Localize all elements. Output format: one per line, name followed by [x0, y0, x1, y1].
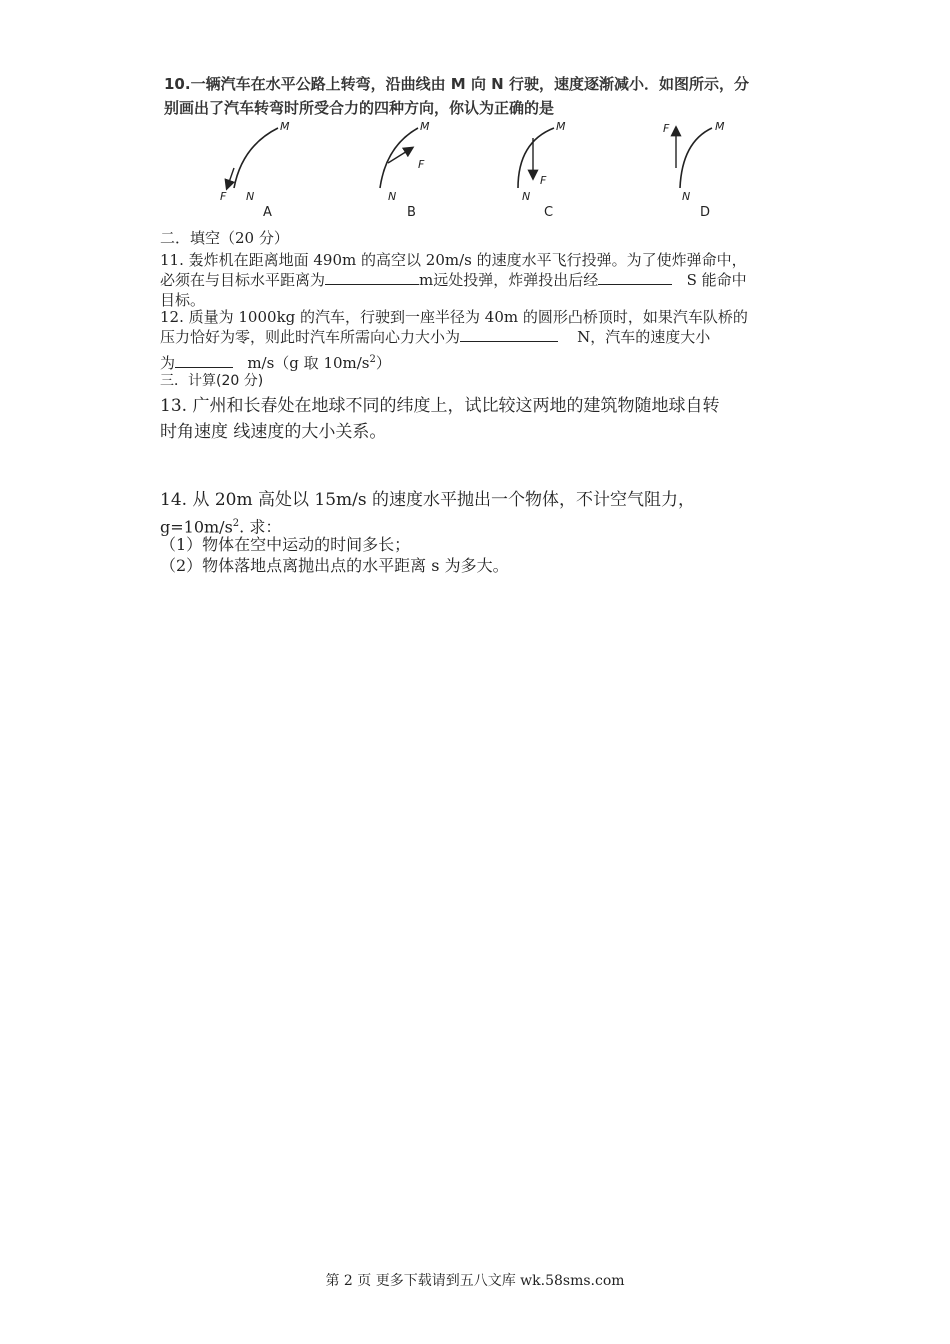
curve-c	[518, 128, 554, 188]
q12-blank-speed[interactable]	[175, 353, 233, 368]
label-m-d: M	[715, 120, 725, 133]
q12-blank-force[interactable]	[460, 327, 558, 342]
label-m-b: M	[420, 120, 430, 133]
label-n-d: N	[682, 190, 691, 203]
q14-line1: 14. 从 20m 高处以 15m/s 的速度水平抛出一个物体，不计空气阻力，	[160, 490, 696, 510]
q11-line1: 11. 轰炸机在距离地面 490m 的高空以 20m/s 的速度水平飞行投弹。为了使炸弹命中，	[160, 251, 747, 269]
label-f-d: F	[663, 122, 670, 135]
q12-line3	[160, 350, 391, 373]
q13-line1: 13. 广州和长春处在地球不同的纬度上，试比较这两地的建筑物随地球自转	[160, 396, 720, 416]
q12-text-a: 压力恰好为零，则此时汽车所需向心力大小为	[160, 328, 461, 346]
curve-b	[380, 128, 418, 188]
q12-line1: 12. 质量为 1000kg 的汽车，行驶到一座半径为 40m 的圆形凸桥顶时，如果汽车队桥的	[160, 308, 748, 326]
q12-text-b: N，汽车的速度大小	[577, 328, 711, 346]
label-n-b: N	[388, 190, 397, 203]
caption-c: C	[544, 205, 554, 220]
section-3-heading: 三．计算(20 分)	[160, 373, 264, 389]
q11-line2	[160, 270, 747, 290]
force-arrow-a	[227, 168, 234, 188]
label-f-b: F	[418, 158, 425, 171]
q14-text-b: . 求：	[239, 517, 282, 537]
q11-text-c: S 能命中	[686, 271, 747, 289]
figure-d	[663, 120, 725, 220]
caption-b: B	[407, 205, 416, 220]
label-n-c: N	[522, 190, 531, 203]
label-f-c: F	[540, 174, 547, 187]
q11-text-a: 必须在与目标水平距离为	[160, 271, 326, 289]
q10-line1: 10.一辆汽车在水平公路上转弯，沿曲线由 M 向 N 行驶，速度逐渐减小．如图所示，分	[164, 75, 749, 93]
figure-a	[220, 120, 290, 220]
caption-a: A	[263, 205, 272, 220]
label-m-a: M	[280, 120, 290, 133]
caption-d: D	[700, 205, 711, 220]
curve-a	[234, 128, 278, 188]
label-n-a: N	[246, 190, 255, 203]
label-m-c: M	[556, 120, 566, 133]
q14-exponent: 2	[232, 518, 240, 529]
label-f-a: F	[220, 190, 227, 203]
q14-text-a: g=10m/s	[160, 517, 233, 537]
q11-blank-distance[interactable]	[325, 270, 419, 285]
curve-d	[680, 128, 712, 188]
q11-blank-time[interactable]	[598, 270, 672, 285]
q12-text-e: ）	[375, 354, 391, 372]
page-footer: 第 2 页 更多下载请到五八文库 wk.58sms.com	[325, 1273, 625, 1289]
q11-text-b: m远处投弹，炸弹投出后经	[419, 271, 599, 289]
q12-line2	[160, 327, 710, 347]
q13-line2: 时角速度 线速度的大小关系。	[160, 422, 387, 442]
figure-c	[518, 120, 566, 220]
q11-line3: 目标。	[160, 291, 206, 309]
force-arrow-b	[388, 148, 412, 163]
q12-exponent: 2	[369, 354, 376, 365]
q12-text-d: m/s（g 取 10m/s	[247, 354, 370, 372]
q10-figures	[200, 118, 760, 226]
q14-part1: （1）物体在空中运动的时间多长；	[160, 535, 411, 554]
figure-b	[380, 120, 430, 220]
q14-line2	[160, 514, 281, 537]
q14-part2: （2）物体落地点离抛出点的水平距离 s 为多大。	[160, 556, 509, 575]
force-direction-diagrams	[200, 118, 760, 226]
question-10	[164, 72, 804, 120]
q12-text-c: 为	[160, 354, 176, 372]
section-2-heading: 二．填空（20 分）	[160, 229, 289, 247]
q10-line2: 别画出了汽车转弯时所受合力的四种方向，你认为正确的是	[164, 99, 555, 117]
